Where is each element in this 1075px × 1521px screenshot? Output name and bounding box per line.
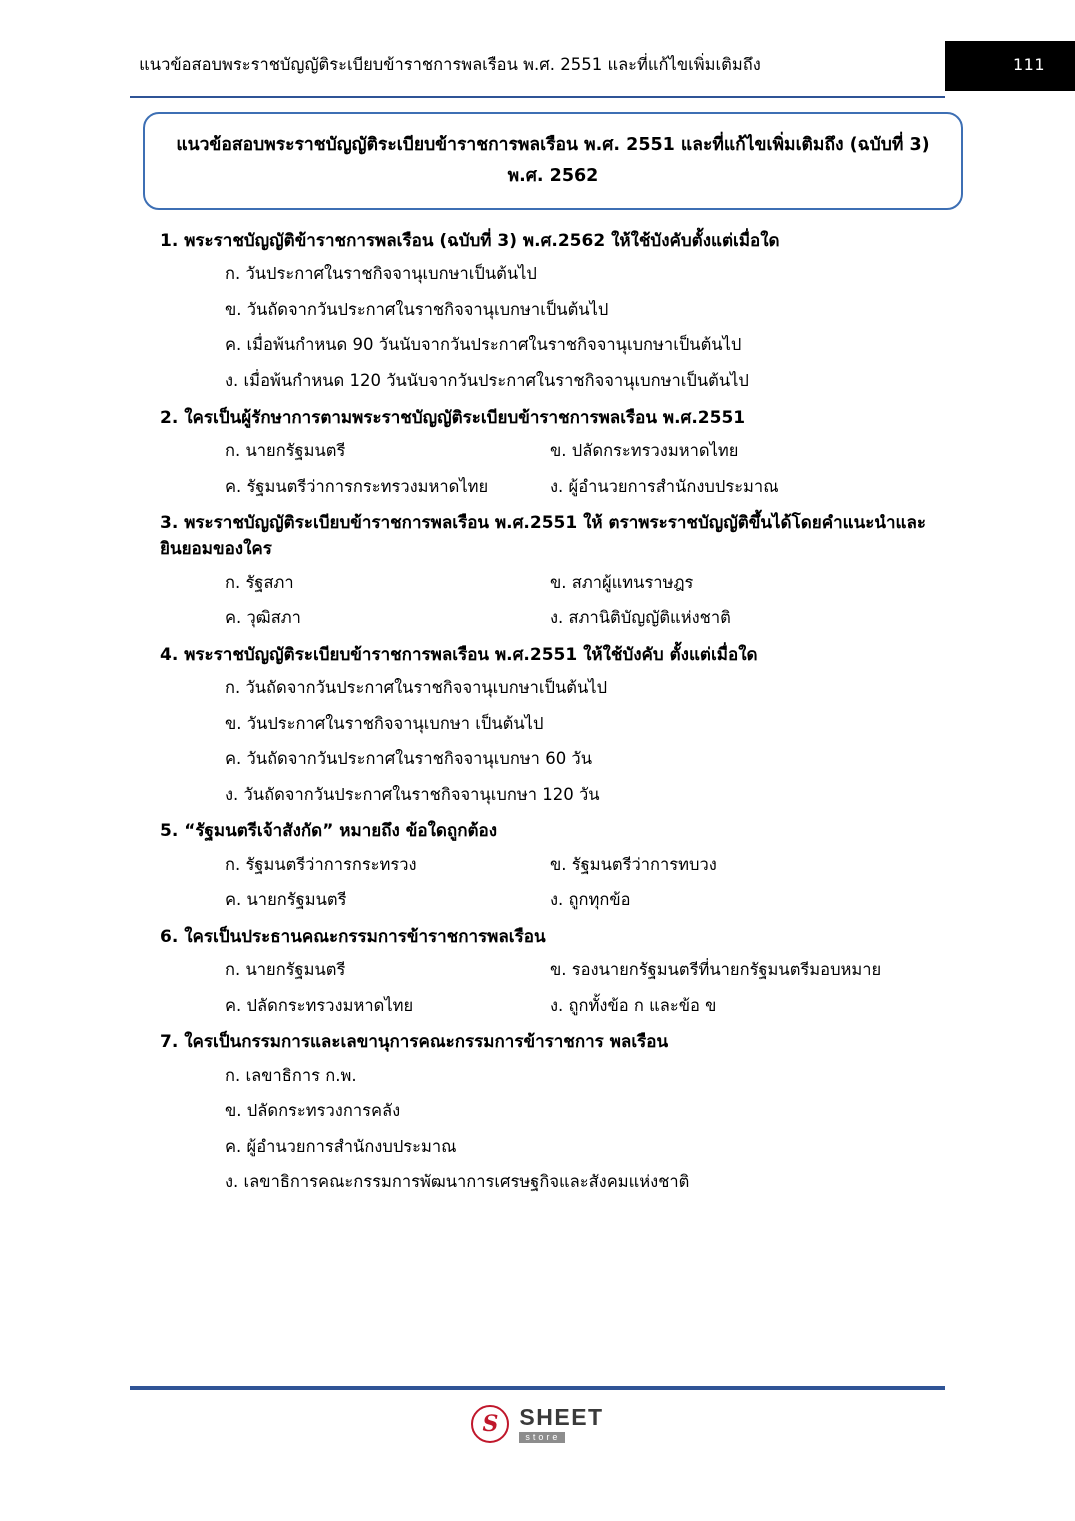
choices-list [225, 256, 1075, 398]
choice-item: ข. วันถัดจากวันประกาศในราชกิจจานุเบกษาเป็นต้นไป [225, 299, 609, 319]
choice-item: ก. วันถัดจากวันประกาศในราชกิจจานุเบกษาเป็นต้นไป [225, 678, 608, 698]
question-text: 7. ใครเป็นกรรมการและเลขานุการคณะกรรมการข้าราชการ พลเรือน [160, 1032, 669, 1053]
logo-wordmark [519, 1403, 604, 1443]
choice-item: ข. ปลัดกระทรวงมหาดไทย [550, 440, 739, 460]
choice-item: ง. เลขาธิการคณะกรรมการพัฒนาการเศรษฐกิจและสังคมแห่งชาติ [225, 1172, 690, 1192]
choices-list [225, 670, 1075, 812]
choice-item: ค. วันถัดจากวันประกาศในราชกิจจานุเบกษา 60 วัน [225, 749, 592, 769]
choice-item: ข. วันประกาศในราชกิจจานุเบกษา เป็นต้นไป [225, 713, 544, 733]
choice-item: ค. รัฐมนตรีว่าการกระทรวงมหาดไทย [225, 476, 489, 496]
question-block [0, 918, 1075, 1023]
page-number-badge [945, 41, 1075, 91]
logo-name: SHEET [519, 1403, 604, 1430]
choice-item: ข. สภาผู้แทนราษฎร [550, 572, 694, 592]
choices-list [225, 1058, 1075, 1200]
choice-item: ง. สภานิติบัญญัติแห่งชาติ [550, 608, 731, 628]
question-block [0, 222, 1075, 399]
question-text: 3. พระราชบัญญัติระเบียบข้าราชการพลเรือน พ.ศ.2551 ให้ ตราพระราชบัญญัติขึ้นได้โดยคำแนะนำและยินยอมของใคร [160, 513, 927, 560]
page-header [0, 0, 1075, 95]
question-block [0, 504, 1075, 636]
choices-list [225, 433, 1075, 504]
page-number: 111 [1012, 55, 1045, 74]
choice-item: ง. ผู้อำนวยการสำนักงบประมาณ [550, 476, 779, 496]
document-title-box [143, 112, 963, 210]
page-title: แนวข้อสอบพระราชบัญญัติระเบียบข้าราชการพลเรือน พ.ศ. 2551 และที่แก้ไขเพิ่มเติมถึง (ฉบับที่ 3) พ.ศ. 2562 [176, 135, 930, 186]
choice-item: ก. รัฐสภา [225, 572, 294, 592]
choice-item: ก. วันประกาศในราชกิจจานุเบกษาเป็นต้นไป [225, 264, 537, 284]
choice-item: ข. รองนายกรัฐมนตรีที่นายกรัฐมนตรีมอบหมาย [550, 960, 882, 980]
question-text: 6. ใครเป็นประธานคณะกรรมการข้าราชการพลเรือน [160, 926, 546, 947]
choices-list [225, 952, 1075, 1023]
choice-item: ง. เมื่อพ้นกำหนด 120 วันนับจากวันประกาศในราชกิจจานุเบกษาเป็นต้นไป [225, 371, 749, 391]
sheet-store-logo-icon: S [471, 1405, 509, 1443]
footer-divider [130, 1386, 945, 1390]
logo-tagline: store [519, 1432, 565, 1443]
header-divider [130, 96, 945, 98]
question-block [0, 636, 1075, 813]
choice-item: ง. ถูกทั้งข้อ ก และข้อ ข [550, 995, 717, 1015]
choice-item: ง. วันถัดจากวันประกาศในราชกิจจานุเบกษา 120 วัน [225, 784, 600, 804]
choice-item: ก. นายกรัฐมนตรี [225, 960, 346, 980]
question-block [0, 399, 1075, 504]
question-block [0, 812, 1075, 917]
choice-item: ค. นายกรัฐมนตรี [225, 890, 347, 910]
choice-item: ค. วุฒิสภา [225, 608, 301, 628]
question-text: 2. ใครเป็นผู้รักษาการตามพระราชบัญญัติระเบียบข้าราชการพลเรือน พ.ศ.2551 [160, 407, 746, 428]
questions-container [0, 222, 1075, 1200]
choices-list [225, 847, 1075, 918]
choice-item: ก. เลขาธิการ ก.พ. [225, 1065, 357, 1085]
question-text: 4. พระราชบัญญัติระเบียบข้าราชการพลเรือน พ.ศ.2551 ให้ใช้บังคับ ตั้งแต่เมื่อใด [160, 644, 758, 665]
choice-item: ง. ถูกทุกข้อ [550, 890, 631, 910]
choice-item: ข. รัฐมนตรีว่าการทบวง [550, 854, 717, 874]
choice-item: ข. ปลัดกระทรวงการคลัง [225, 1101, 401, 1121]
choice-item: ก. รัฐมนตรีว่าการกระทรวง [225, 854, 417, 874]
question-block [0, 1023, 1075, 1200]
choice-item: ค. ปลัดกระทรวงมหาดไทย [225, 995, 414, 1015]
question-text: 1. พระราชบัญญัติข้าราชการพลเรือน (ฉบับที่ 3) พ.ศ.2562 ให้ใช้บังคับตั้งแต่เมื่อใด [160, 231, 780, 251]
choices-list [225, 565, 1075, 636]
footer-logo [0, 1405, 1075, 1443]
question-text: 5. “รัฐมนตรีเจ้าสังกัด” หมายถึง ข้อใดถูกต้อง [160, 821, 498, 842]
running-head: แนวข้อสอบพระราชบัญญัติระเบียบข้าราชการพลเรือน พ.ศ. 2551 และที่แก้ไขเพิ่มเติมถึง [139, 55, 761, 74]
choice-item: ก. นายกรัฐมนตรี [225, 440, 346, 460]
choice-item: ค. ผู้อำนวยการสำนักงบประมาณ [225, 1136, 457, 1156]
choice-item: ค. เมื่อพ้นกำหนด 90 วันนับจากวันประกาศในราชกิจจานุเบกษาเป็นต้นไป [225, 335, 742, 355]
